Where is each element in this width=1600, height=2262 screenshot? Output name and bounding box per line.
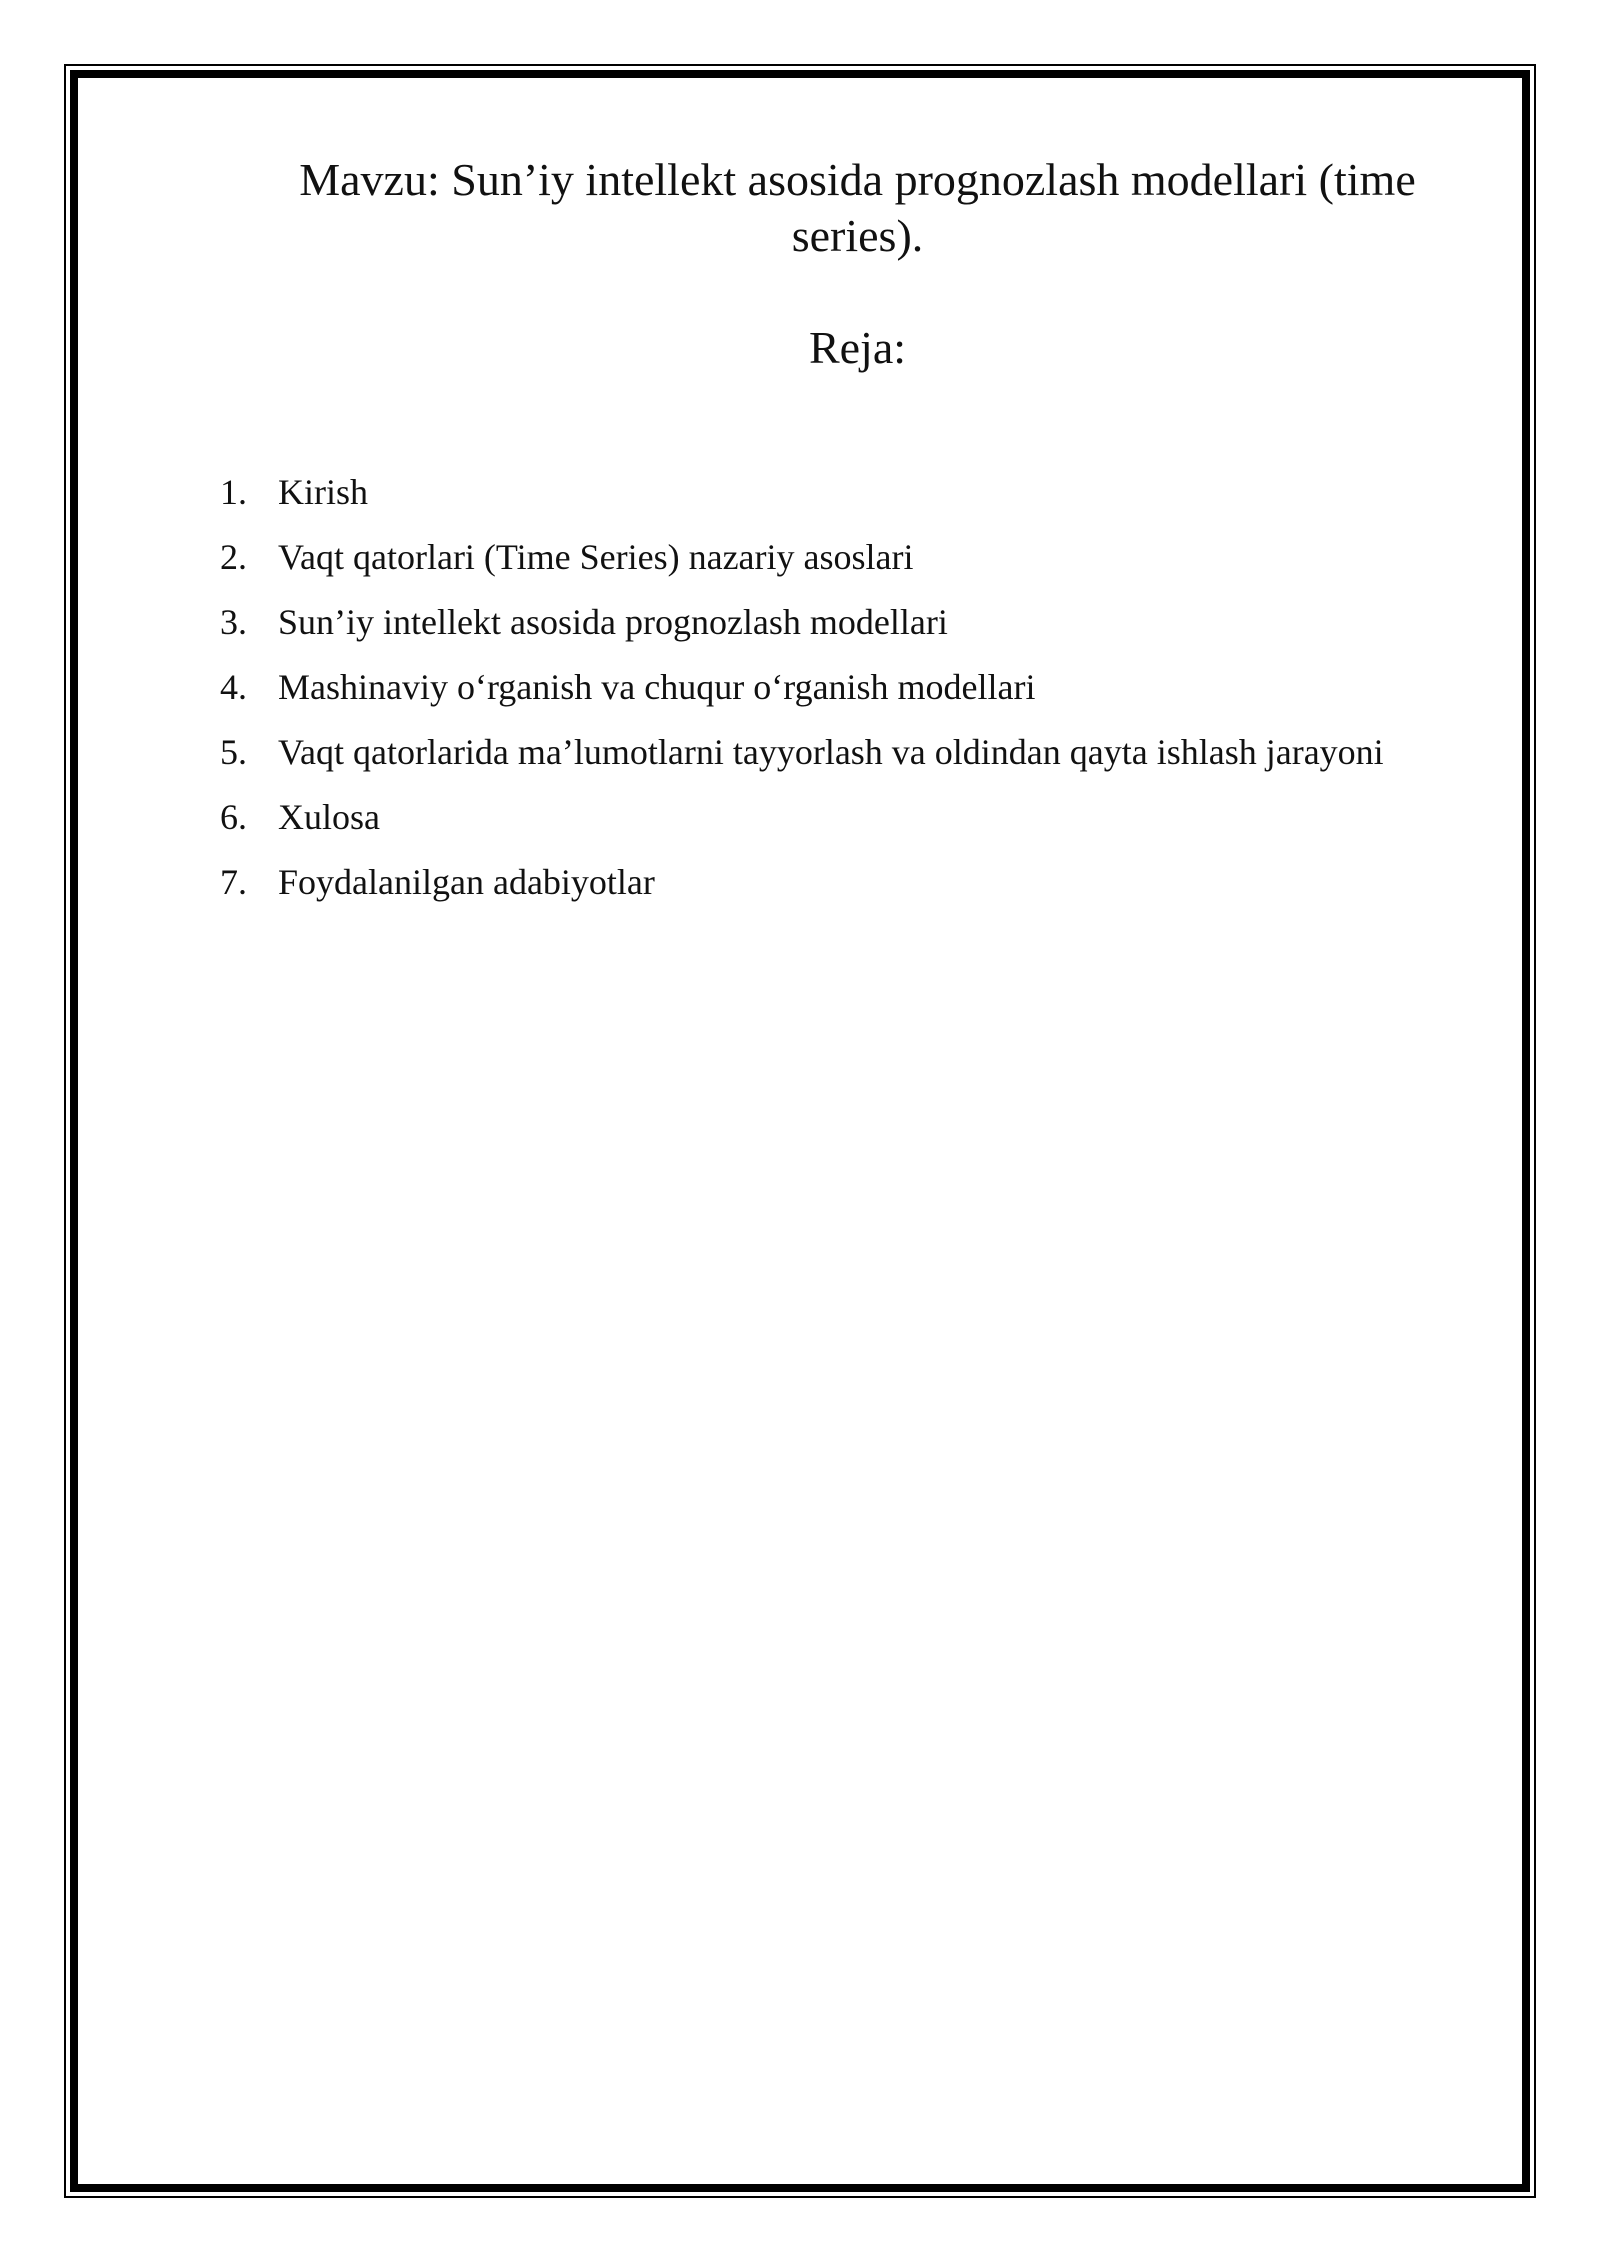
plan-item-text: Sun’iy intellekt asosida prognozlash modellari [278,602,948,642]
plan-item [220,852,1384,917]
plan-heading: Reja: [808,322,907,373]
plan-item-text: Mashinaviy o‘rganish va chuqur o‘rganish modellari [278,667,1036,707]
plan-item-number: 3. [220,602,247,642]
document-title: Mavzu: Sun’iy intellekt asosida prognozlash modellari (time series). [299,154,1416,261]
plan-item-number: 6. [220,797,247,837]
plan-item [220,787,1384,852]
plan-item-text: Xulosa [278,797,380,837]
plan-item [220,527,1384,592]
plan-item-text: Vaqt qatorlari (Time Series) nazariy asoslari [278,537,914,577]
plan-item-number: 2. [220,537,247,577]
plan-item-number: 5. [220,732,247,772]
page-border-inner [70,70,1530,2192]
plan-item [220,462,1384,527]
plan-item-number: 7. [220,862,247,902]
plan-item [220,657,1384,722]
plan-item-number: 1. [220,472,247,512]
plan-item-text: Foydalanilgan adabiyotlar [278,862,655,902]
plan-item-text: Kirish [278,472,368,512]
plan-item [220,722,1384,787]
plan-list [220,462,1384,917]
plan-item [220,592,1384,657]
plan-item-number: 4. [220,667,247,707]
plan-item-text: Vaqt qatorlarida ma’lumotlarni tayyorlash va oldindan qayta ishlash jarayoni [278,732,1384,772]
